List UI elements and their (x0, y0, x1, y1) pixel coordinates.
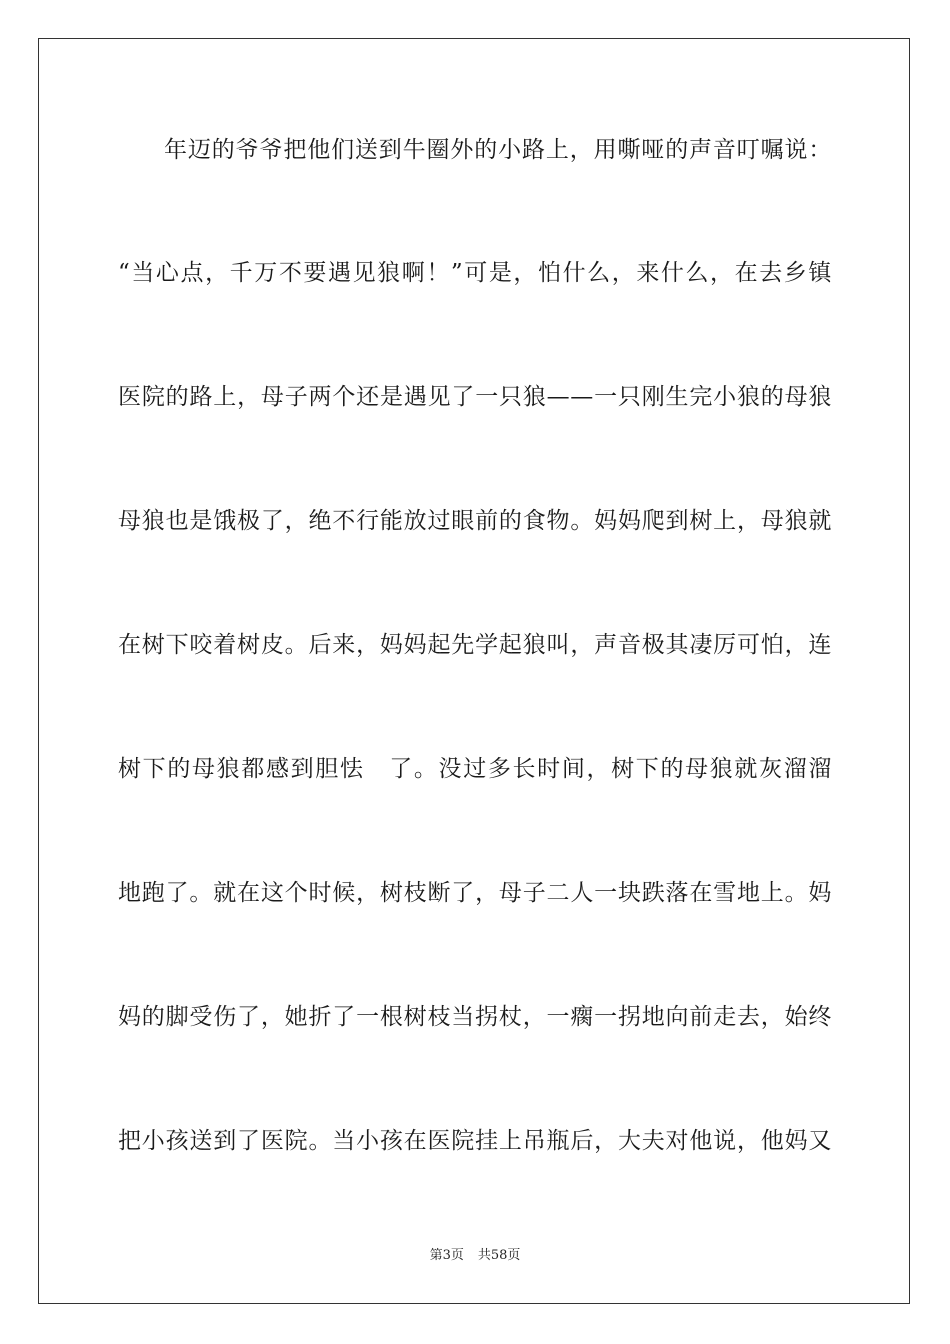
paragraph-line-6: 树下的母狼都感到胆怯 了。没过多长时间，树下的母狼就灰溜溜 (118, 756, 832, 782)
page-total: 共58页 (477, 1248, 521, 1263)
page-number: 第3页 (429, 1248, 464, 1263)
page-border (38, 38, 910, 1304)
page-footer (0, 1247, 950, 1265)
paragraph-line-4: 母狼也是饿极了，绝不行能放过眼前的食物。妈妈爬到树上，母狼就 (118, 508, 832, 534)
paragraph-line-1: 年迈的爷爷把他们送到牛圈外的小路上，用嘶哑的声音叮嘱说： (164, 137, 832, 163)
paragraph-line-5: 在树下咬着树皮。后来，妈妈起先学起狼叫，声音极其凄厉可怕，连 (118, 632, 832, 658)
paragraph-line-3: 医院的路上，母子两个还是遇见了一只狼——一只刚生完小狼的母狼 (118, 384, 832, 410)
paragraph-line-2: “当心点，千万不要遇见狼啊！”可是，怕什么，来什么，在去乡镇 (118, 260, 832, 286)
paragraph-line-9: 把小孩送到了医院。当小孩在医院挂上吊瓶后，大夫对他说，他妈又 (118, 1128, 832, 1154)
paragraph-line-8: 妈的脚受伤了，她折了一根树枝当拐杖，一瘸一拐地向前走去，始终 (118, 1004, 832, 1030)
paragraph-line-7: 地跑了。就在这个时候，树枝断了，母子二人一块跌落在雪地上。妈 (118, 880, 832, 906)
